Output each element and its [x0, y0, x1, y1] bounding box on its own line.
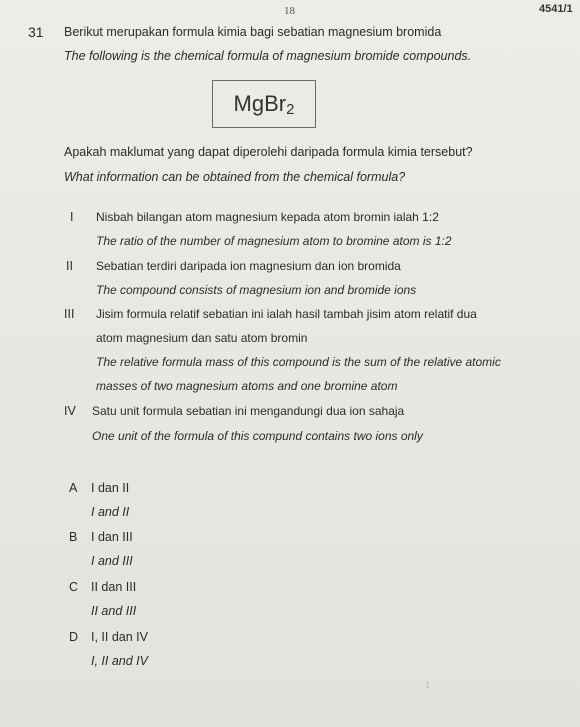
option-d-english[interactable]: I, II and IV [91, 654, 148, 668]
option-c-malay[interactable]: II dan III [91, 580, 137, 594]
paper-code: 4541/1 [539, 3, 573, 15]
page-number: 18 [284, 5, 295, 17]
statement-numeral: III [64, 307, 75, 321]
chemical-formula-box [212, 80, 316, 128]
question-stem-english: The following is the chemical formula of magnesium bromide compounds. [64, 49, 472, 63]
question-number: 31 [28, 24, 44, 40]
statement-english: The relative formula mass of this compound is the sum of the relative atomic [96, 355, 501, 369]
statement-numeral: IV [64, 404, 76, 418]
option-letter-d[interactable]: D [69, 630, 79, 644]
statement-numeral: I [70, 210, 74, 224]
question-ask-malay: Apakah maklumat yang dapat diperolehi daripada formula kimia tersebut? [64, 145, 473, 159]
statement-english: One unit of the formula of this compund contains two ions only [92, 429, 423, 443]
statement-malay: Nisbah bilangan atom magnesium kepada atom bromin ialah 1:2 [96, 210, 439, 224]
statement-english: The ratio of the number of magnesium atom to bromine atom is 1:2 [96, 234, 452, 248]
option-b-malay[interactable]: I dan III [91, 530, 133, 544]
option-a-english[interactable]: I and II [91, 505, 130, 519]
statement-malay: Sebatian terdiri daripada ion magnesium dan ion bromida [96, 259, 401, 273]
statement-numeral: II [66, 259, 73, 273]
statement-english-line2: masses of two magnesium atoms and one bromine atom [96, 379, 398, 393]
option-c-english[interactable]: II and III [91, 604, 137, 618]
formula-subscript: 2 [286, 100, 295, 118]
option-letter-c[interactable]: C [69, 580, 79, 594]
question-stem-malay: Berikut merupakan formula kimia bagi sebatian magnesium bromida [64, 25, 442, 39]
option-letter-b[interactable]: B [69, 530, 78, 544]
option-b-english[interactable]: I and III [91, 554, 133, 568]
question-ask-english: What information can be obtained from the chemical formula? [64, 170, 406, 184]
option-letter-a[interactable]: A [69, 481, 78, 495]
statement-malay: Satu unit formula sebatian ini mengandungi dua ion sahaja [92, 404, 405, 418]
statement-malay: Jisim formula relatif sebatian ini ialah hasil tambah jisim atom relatif dua [96, 307, 477, 321]
formula-main: MgBr [233, 91, 287, 116]
statement-malay-line2: atom magnesium dan satu atom bromin [96, 331, 308, 345]
option-a-malay[interactable]: I dan II [91, 481, 130, 495]
statement-english: The compound consists of magnesium ion and bromide ions [96, 283, 417, 297]
faint-mark: 1 [425, 680, 431, 690]
option-d-malay[interactable]: I, II dan IV [91, 630, 148, 644]
